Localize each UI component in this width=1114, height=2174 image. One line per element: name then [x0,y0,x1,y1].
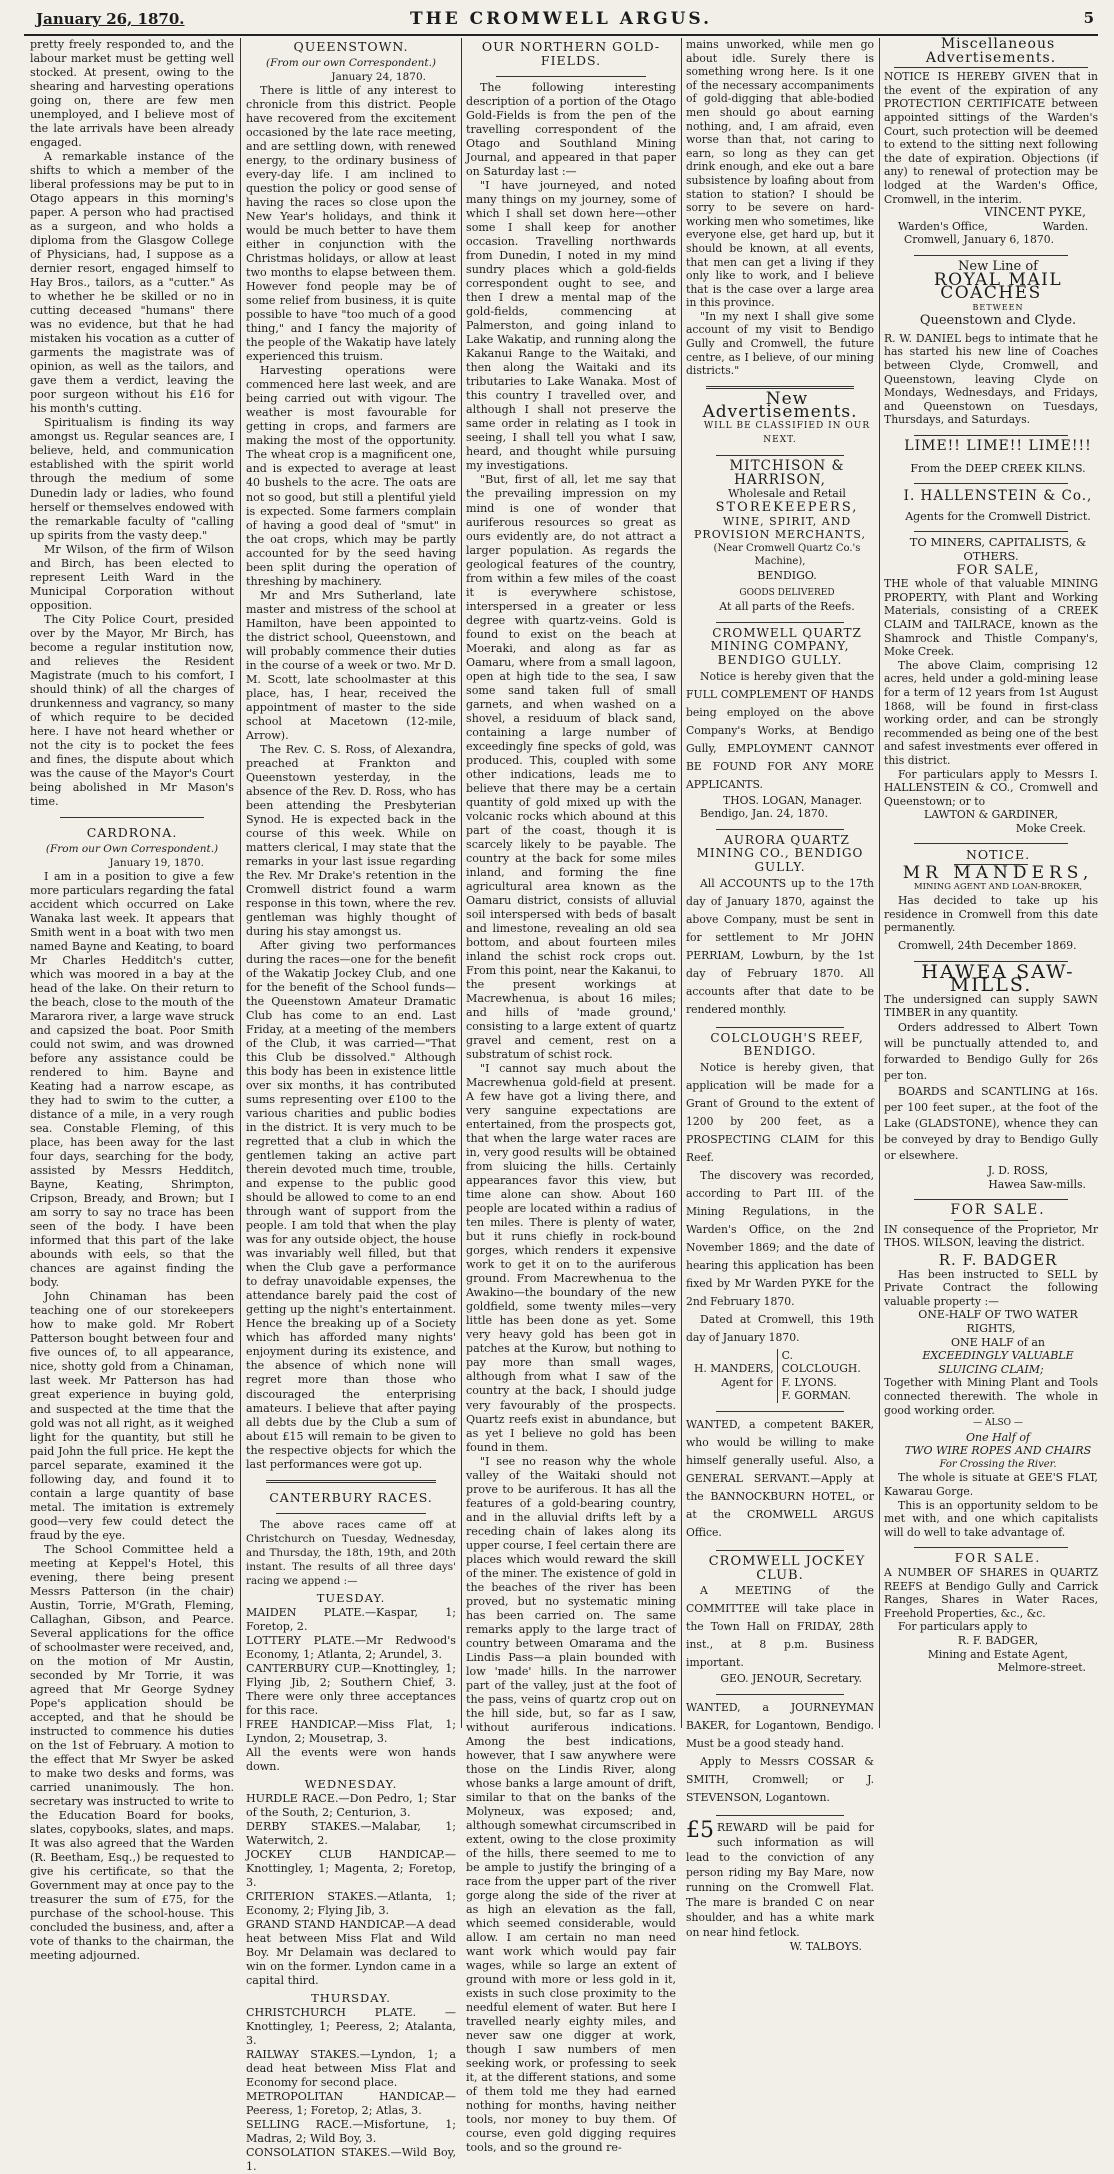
section-rule [276,1513,426,1514]
ad-shares-head: FOR SALE. [954,1551,1042,1566]
ad-body: For particulars apply to [898,1620,1028,1634]
masthead-title: THE CROMWELL ARGUS. [410,9,712,29]
party: F. GORMAN. [781,1389,851,1403]
section-rule [266,1480,436,1483]
ad-signature: VINCENT PYKE, [984,205,1086,220]
ad-line: Wholesale and Retail [728,487,846,501]
ad-rule [914,255,1068,256]
party: F. LYONS. [781,1375,837,1389]
ad-line: BETWEEN [972,302,1024,312]
ad-coaches-title: ROYAL MAIL COACHES [933,269,1063,304]
race-result: MAIDEN PLATE.—Kaspar, 1; Foretop, 2. [246,1605,456,1633]
race-result: HURDLE RACE.—Don Pedro, 1; Star of the South, 2; Centurion, 3. [246,1791,456,1819]
misc-ads-banner: Miscellaneous Advertisements. [925,36,1057,66]
ad-line: ONE-HALF OF TWO WATER RIGHTS, [918,1308,1078,1335]
ad-signature: GEO. JENOUR, Secretary. [720,1672,862,1686]
ad-notice-head: NOTICE. [965,847,1031,863]
ad-body: Notice is hereby given that the FULL COMPLEMENT OF HANDS being employed on the above Company's Works, at Bendigo Gully, EMPLOYMENT CANNOT BE FOUND FOR ANY MORE APPLICANTS. [686,669,874,791]
ad-line: EXCEEDINGLY VALUABLE SLUICING CLAIM; [922,1349,1074,1376]
correspondent-line: (From our Own Correspondent.) [45,842,219,855]
ad-body: The undersigned can supply SAWN TIMBER in any quantity. [884,992,1098,1020]
paragraph: I am in a position to give a few more particulars regarding the fatal accident which occurred on Lake Wanaka last week. It appears that Smith went in a boat with two men named Bayne and Keating, to board Mr Charles Hedditch's cutter, which was moored in a bay at the head of the lake. On their return to the beach, close to the mouth of the Mararora river, a large wave struck and capsized the boat. Poor Smith could not swim, and was drowned before any assistance could be rendered to him. Bayne and Keating had a narrow escape, as they had to swim to the cutter, a distance of a mile, in a very rough sea. Constable Fleming, of this place, has been away for the last four days, searching for the body, assisted by Messrs Hedditch, Bayne, Keating, Shrimpton, Cripson, Bready, and Brown; but I am sorry to say no trace has been seen of the body. I have been informed that this part of the lake abounds with eels, so that the chances are against finding the body. [30,869,235,1290]
reward-body: REWARD will be paid for such information as will lead to the conviction of any person riding my Bay Mare, now running on the Cromwell Flat. The mare is branded C on near shoulder, and has a white mark on near hind fetlock. [686,1820,874,1939]
agent-block [694,1362,777,1389]
ad-wanted-baker: WANTED, a competent BAKER, who would be willing to make himself generally useful. Also, a GENERAL SERVANT.—Apply at the BANNOCKBURN HOTEL, or at the CROMWELL ARGUS Office. [686,1418,874,1540]
ad-body: Together with Mining Plant and Tools connected therewith. The whole in good working order. [884,1376,1098,1417]
ad-line: — ALSO — [973,1418,1023,1429]
ad-line: FOR SALE, [956,562,1040,578]
paragraph: The Rev. C. S. Ross, of Alexandra, preached at Frankton and Queenstown yesterday, in the absence of the Rev. D. Ross, who has been attending the Presbyterian Synod. He is expected back in the course of this week. While on matters clerical, I may state that the remarks in your last issue regarding the Rev. Mr Drake's retention in the Cromwell district found a warm response in this town, where the rev. gentleman was highly thought of during his stay amongst us. [246,742,456,938]
ad-signature: THOS. LOGAN, Manager. [723,793,862,807]
ad-signature: W. TALBOYS. [789,1939,862,1953]
paragraph: Harvesting operations were commenced here last week, and are being carried out with vigour. The weather is most favourable for getting in crops, and farmers are making the most of the opportunity. The wheat crop is a magnificent one, and is expected to average at least 40 bushels to the acre. The oats are not so good, but still a plentiful yield is expected. Some farmers complain of having a good deal of "smut" in the oat crops, which may be partly accounted for by the seed having been split during the operation of threshing by machinery. [246,364,456,588]
ad-body: THE whole of that valuable MINING PROPERTY, with Plant and Working Materials, consisting of a CREEK CLAIM and TAILRACE, known as the Shamrock and Thistle Company's, Moke Creek. [884,577,1098,659]
page-number: 5 [1083,9,1094,27]
race-day-heading: THURSDAY. [311,1991,391,2006]
ad-mitchison-name: MITCHISON & HARRISON, [729,458,845,488]
paragraph: After giving two performances during the races—one for the benefit of the Wakatip Jockey Club, and one for the benefit of the School funds—the Queenstown Amateur Dramatic Club has come to an end. Last Friday, at a meeting of the members of the Club, it was carried—"That this Club be dissolved." Although this body has been in existence little over six months, it has contributed sums representing over £100 to the various charities and public bodies in the district. It is very much to be regretted that a club in which the gentlemen taking an active part therein devoted much time, trouble, and expense to the public good should be allowed to come to an end through want of support from the people. I am told that when the play was for any outside object, the house was invariably well filled, but that when the Club gave a performance to defray unavoidable expenses, the attendance barely paid the cost of getting up the night's entertainment. Hence the breaking up of a Society which has afforded many nights' enjoyment during its existence, and the absence of which none will regret more than those who discouraged the enterprising amateurs. I believe that after paying all debts due by the Club a sum of about £15 will remain to be given to the respective objects for which the last performances were got up. [246,939,456,1471]
ad-rule [914,843,1068,844]
ad-rule [716,1694,844,1695]
ad-signature: Mining and Estate Agent, [927,1647,1068,1661]
section-heading-queenstown: QUEENSTOWN. [293,39,409,54]
ad-body: BOARDS and SCANTLING at 16s. per 100 feet super., at the foot of the Lake (GLADSTONE), whence they can be conveyed by dray to Bendigo Gully or elsewhere. [884,1085,1098,1162]
ad-hallenstein-head: I. HALLENSTEIN & Co., [903,488,1093,505]
ad-line: GOODS DELIVERED [739,587,835,598]
race-day-heading: WEDNESDAY. [304,1776,398,1791]
race-result: CRITERION STAKES.—Atlanta, 1; Economy, 2; Flying Jib, 3. [246,1890,456,1918]
ad-colclough-name: COLCLOUGH'S REEF, BENDIGO. [710,1030,864,1059]
ad-line: At all parts of the Reefs. [719,600,855,614]
race-result: CONSOLATION STAKES.—Wild Boy, 1. [246,2146,456,2174]
race-result: RAILWAY STAKES.—Lyndon, 1; a dead heat between Miss Flat and Economy for second place. [246,2048,456,2090]
ad-rule [716,829,844,830]
ad-body: This is an opportunity seldom to be met with, and one which capitalists will do well to take advantage of. [884,1498,1098,1539]
paragraph: pretty freely responded to, and the labour market must be getting well stocked. At present, owing to the shearing and harvesting operations going on, there are few men unemployed, and I believe most of the late arrivals have been already engaged. [30,38,234,150]
section-heading-gold-fields: OUR NORTHERN GOLD-FIELDS. [481,39,661,69]
ad-rule [716,1411,844,1412]
ad-reward [686,1817,874,1940]
issue-date: January 26, 1870. [36,10,185,28]
ad-cromwell-quartz-name: CROMWELL QUARTZ MINING COMPANY, BENDIGO GULLY. [710,625,862,667]
ad-signature: LAWTON & GARDINER, [924,808,1058,822]
race-result: CANTERBURY CUP.—Knottingley, 1; Flying Jib, 2; Southern Chief, 3. There were only three acceptances for this race. [246,1661,456,1717]
ad-line: MINING AGENT AND LOAN-BROKER, [913,881,1083,892]
dateline: January 19, 1870. [109,856,204,869]
ad-body: Notice is hereby given, that application will be made for a Grant of Ground to the extent of 1200 by 200 feet, as a PROSPECTING CLAIM for this Reef. [686,1060,874,1164]
section-rule [496,76,646,77]
race-result: LOTTERY PLATE.—Mr Redwood's Economy, 1; Atlanta, 2; Arundel, 3. [246,1633,456,1661]
header-rule [24,34,1098,36]
ad-signature: Melmore-street. [997,1661,1086,1675]
column-divider [681,38,682,1728]
race-result: FREE HANDICAP.—Miss Flat, 1; Lyndon, 2; Mousetrap, 3. [246,1717,456,1745]
ad-body: All ACCOUNTS up to the 17th day of January 1870, against the above Company, must be sent in for settlement to Mr JOHN PERRIAM, Lowburn, by the 1st day of February 1870. All accounts after that date to be rendered monthly. [686,876,874,1016]
ad-line: TWO WIRE ROPES AND CHAIRS [904,1444,1092,1458]
ad-line: New Line of [958,258,1038,274]
column-1 [30,38,235,1963]
ad-manders-name: MR MANDERS, [902,863,1094,884]
ad-hawea-head: HAWEA SAW-MILLS. [921,960,1075,997]
race-day-heading: TUESDAY. [316,1590,386,1605]
ad-body: A NUMBER OF SHARES in QUARTZ REEFS at Bendigo Gully and Carrick Ranges, Shares in Water Races, Freehold Properties, &c., &c. [884,1566,1098,1620]
column-divider [461,38,462,1728]
paragraph: The above races came off at Christchurch on Tuesday, Wednesday, and Thursday, the 18th, 19th, and 20th instant. The results of all three days' racing we append :— [246,1518,456,1587]
paragraph: "I cannot say much about the Macrewhenua gold-field at present. A few have got a living there, and very sanguine expectations are entertained, from the prospects got, that when the large water races are in, very good results will be obtained from sluicing the hills. Certainly appearances favor this view, but time alone can show. About 160 people are located within a radius of ten miles. There is plenty of water, but it runs chiefly in rock-bound gorges, which renders it expensive work to get it on to the auriferous ground. From Macrewhenua to the Awakino—the boundary of the new goldfield, some twenty miles—very little has been done as yet. Some very heavy gold has been got in patches at the Kurow, but nothing to pay more than small wages, although from what I saw of the country at the back, I should judge very favourably of the prospects. Quartz reefs exist in abundance, but as yet I believe no gold has been found in them. [466,1062,676,1454]
ad-rule [716,1815,844,1816]
ad-badger-name: R. F. BADGER [938,1250,1058,1269]
ad-line: WINE, SPIRIT, AND PROVISION MERCHANTS, [694,514,866,542]
ad-rule [716,622,844,623]
paragraph: A remarkable instance of the shifts to which a member of the liberal professions may be put to in Otago appears in this morning's paper. A person who had practised as a surgeon, and who holds a diploma from the Glasgow College of Physicians, had, I suppose as a dernier resort, engaged himself to Hay Bros., tailors, as a "cutter." As to whether he be skilled or no in cutting deceased "humans" there was no evidence, but that he had mistaken his vocation as a cutter of garments the magistrate was of opinion, as well as the tailors, and gave them a verdict, leaving the poor surgeon without his £16 for his month's cutting. [30,150,234,416]
column-2 [246,38,456,2174]
ad-rule [716,1550,844,1551]
dateline: January 24, 1870. [331,71,426,84]
parties [777,1349,874,1403]
ad-wanted-journeyman: WANTED, a JOURNEYMAN BAKER, for Logantown, Bendigo. Must be a good steady hand. [686,1700,874,1750]
column-4 [686,38,874,1953]
paragraph: mains unworked, while men go about idle. Surely there is something wrong here. Is it one of the necessary accompaniments of gold-digging that able-bodied men should go about earning nothing, and, I am afraid, even worse than that, not caring to earn, so long as they can get drink enough, and eke out a bare subsistence by loafing about from station to station? I should be sorry to be severe on hard-working men who sometimes, like everyone else, get hard up, but it should be known, at all events, that men can get a living if they only like to work, and I believe that is the case over a large area in this province. [686,38,874,310]
new-ads-banner: New Advertisements. [702,388,858,423]
ad-lime-head: LIME!! LIME!! LIME!!! [904,438,1092,455]
ad-body: Dated at Cromwell, this 19th day of January 1870. [686,1312,874,1344]
ad-line: ONE HALF of an [951,1335,1045,1349]
column-3 [466,38,676,2155]
ad-signature: Moke Creek. [1015,821,1086,835]
ad-signature: Hawea Saw-mills. [988,1177,1086,1191]
ad-line: BENDIGO. [757,568,817,582]
column-divider [240,38,241,1728]
paragraph: "I have journeyed, and noted many things on my journey, some of which I shall set down here—other some I shall keep for another occasion. Travelling northwards from Dunedin, I noted in my mind sundry places which a gold-fields correspondent ought to see, and then I drew a mental map of the gold-fields, commencing at Palmerston, and going inland to Lake Wakatip, and running along the Kakanui Range to the Waitaki, and then along the Waitaki and its tributaries to Lake Wanaka. Most of this country I travelled over, and although I shall not preserve the same order in relating as I took in seeing, I shall tell you what I saw, heard, and thought while pursuing my investigations. [466,179,676,473]
race-result: SELLING RACE.—Misfortune, 1; Madras, 2; Wild Boy, 3. [246,2118,456,2146]
race-result: JOCKEY CLUB HANDICAP.—Knottingley, 1; Magenta, 2; Foretop, 3. [246,1847,456,1889]
ad-body: Has been instructed to SELL by Private Contract the following valuable property :— [884,1267,1098,1308]
ad-line: (Near Cromwell Quartz Co.'s Machine), [713,542,861,568]
ad-rule [894,67,1088,68]
column-5 [884,38,1098,1728]
ad-rule [914,1199,1068,1200]
ad-aurora-name: AURORA QUARTZ MINING CO., BENDIGO GULLY. [696,832,864,874]
party: C. COLCLOUGH. [781,1348,861,1376]
ad-miners-head: TO MINERS, CAPITALISTS, & OTHERS. [909,535,1087,563]
ad-body: Has decided to take up his residence in Cromwell from this date permanently. [884,894,1098,935]
ad-body: For particulars apply to Messrs I. HALLENSTEIN & CO., Cromwell and Queenstown; or to [884,767,1098,808]
ad-line: For Crossing the River. [939,1458,1057,1470]
paragraph: The School Committee held a meeting at Keppel's Hotel, this evening, there being present Messrs Patterson (in the chair) Austin, Torrie, M'Grath, Fleming, Callaghan, Gibson, and Pearce. Several applications for the office of schoolmaster were received, and, on the motion of Mr Austin, seconded by Mr Torrie, it was agreed that Mr George Sydney Pope's application should be accepted, and that he should be instructed to commence his duties on the 1st of February. A motion to the effect that Mr Swyer be asked to make two desks and forms, was carried unanimously. The hon. secretary was instructed to write to the Education Board for books, slates, copybooks, slates, and maps. It was also agreed that the Warden (R. Beetham, Esq.,) be requested to give his certificate, so that the Government may at once pay to the treasurer the sum of £75, for the purchase of the school-house. This concluded the business, and, after a vote of thanks to the chairman, the meeting adjourned. [30,1542,234,1963]
race-result: All the events were won hands down. [246,1745,456,1773]
ad-rule [914,531,1068,532]
ad-rule [914,483,1068,484]
ad-colclough-signatures [694,1349,874,1403]
ad-rule [914,435,1068,436]
paragraph: The following interesting description of a portion of the Otago Gold-Fields is from the pen of the travelling correspondent of the Otago and Southland Mining Journal, and appeared in that paper on Saturday last :— [466,81,676,179]
ad-body: The whole is situate at GEE'S FLAT, Kawarau Gorge. [884,1471,1098,1499]
page-header [24,4,1098,32]
agent-name: H. MANDERS, [694,1362,774,1376]
agent-for: Agent for [721,1375,773,1389]
section-rule [60,817,204,818]
ad-rule [716,455,844,456]
ad-signature: R. F. BADGER, [957,1634,1038,1647]
ad-body: A MEETING of the COMMITTEE will take place in the Town Hall on FRIDAY, 28th inst., at 8 p.m. Business important. [686,1584,874,1670]
paragraph: Mr Wilson, of the firm of Wilson and Birch, has been elected to represent Leith Ward in the Municipal Corporation without opposition. [30,542,234,612]
ad-line: Queenstown and Clyde. [919,313,1077,329]
ad-body: Apply to Messrs COSSAR & SMITH, Cromwell; or J. STEVENSON, Logantown. [686,1754,874,1804]
ad-line: Agents for the Cromwell District. [905,509,1091,523]
correspondent-line: (From our own Correspondent.) [265,57,437,70]
paragraph: Mr and Mrs Sutherland, late master and mistress of the school at Hamilton, have been appointed to the district school, Queenstown, and will probably commence their duties in the course of a week or two. Mr D. M. Scott, late schoolmaster at this place, has, I hear, received the appointment of master to the side school at Macetown (12-mile, Arrow). [246,588,456,742]
section-heading-cardrona: CARDRONA. [86,824,178,840]
reward-amount: £5 [686,1817,714,1843]
column-divider [879,38,880,1728]
ad-line: From the DEEP CREEK KILNS. [910,461,1086,475]
ad-body: Cromwell, 24th December 1869. [898,939,1077,953]
ad-signature-line: Cromwell, January 6, 1870. [904,233,1055,247]
ad-body: IN consequence of the Proprietor, Mr THOS. WILSON, leaving the district. [884,1222,1098,1250]
ad-rule [914,1547,1068,1548]
race-result: GRAND STAND HANDICAP.—A dead heat between Miss Flat and Wild Boy. Mr Delamain was declared to win on the former. Lyndon came in a capital third. [246,1918,456,1988]
paragraph: Spiritualism is finding its way amongst us. Regular seances are, I believe, held, and communication established with the spirit world through the medium of some Dunedin lady or ladies, who found herself or themselves endowed with the remarkable faculty of "calling up spirits from the vasty deep." [30,416,234,542]
paragraph: There is little of any interest to chronicle from this district. People have recovered from the excitement occasioned by the late race meeting, and are settling down, with renewed energy, to the ordinary business of every-day life. I am inclined to question the policy or good sense of having the races so close upon the New Year's holidays, and think it would be much better to have them either in conjunction with the Christmas holidays, or allow at least two months to elapse between them. However fond people may be of some relief from business, it is quite possible to have "too much of a good thing," and I fancy the majority of the people of the Wakatip have lately experienced this truism. [246,84,456,364]
paragraph: The City Police Court, presided over by the Mayor, Mr Birch, has become a regular institution now, and relieves the Resident Magistrate (much to his comfort, I should think) of all the charges of drunkenness and vagrancy, so many of which require to be decided here. I have not heard whether or not the city is to pocket the fees and fines, the dispute about which was the cause of the Mayor's Court being abolished in Mr Mason's time. [30,612,234,808]
ad-line: STOREKEEPERS, [715,500,859,515]
ad-signature-line: Warden's Office, Warden. [898,219,1089,233]
ad-protection-notice: NOTICE IS HEREBY GIVEN that in the event of the expiration of any PROTECTION CERTIFICATE between appointed sittings of the Warden's Court, such protection will be deemed to extend to the sitting next following the date of expiration. Objections (if any) to renewal of protection may be lodged at the Warden's Office, Cromwell, in the interim. [884,70,1098,206]
paragraph: John Chinaman has been teaching one of our storekeepers how to make gold. Mr Robert Patterson bought between four and five ounces of, to all appearance, nice, shotty gold from a Chinaman, last week. Mr Patterson has had great experience in buying gold, and suspected at the time that the gold was not all right, as it weighed light for the quantity, but still he paid John the full price. He kept the parcel separate, examined it the following day, and found it to contain a large quantity of base metal. The imitation is extremely good—very few could detect the fraud by the eye. [30,1290,234,1542]
race-result: METROPOLITAN HANDICAP.—Peeress, 1; Foretop, 2; Atlas, 3. [246,2090,456,2118]
ad-body: Orders addressed to Albert Town will be punctually attended to, and forwarded to Bendigo Gully for 26s per ton. [884,1021,1098,1082]
ad-body: The above Claim, comprising 12 acres, held under a gold-mining lease for a term of 12 years from 1st August 1868, will be found in first-class working order, and can be strongly recommended as being one of the best and safest investments ever offered in this district. [884,658,1098,767]
ad-rule [716,1027,844,1028]
race-result: DERBY STAKES.—Malabar, 1; Waterwitch, 2. [246,1819,456,1847]
paragraph: "I see no reason why the whole valley of the Waitaki should not prove to be auriferous. It has all the features of a gold-bearing country, and in the alluvial drifts left by a receding chain of lakes along its upper course, I feel certain there are places which would reward the skill of the miner. The existence of gold in the beaches of the river has been proved, but no systematic mining has been carried on. The same remarks apply to the large tract of country between Omarama and the Lindis Pass—a plain bounded with low 'made' hills. In the narrower part of the valley, just at the foot of the pass, veins of quartz crop out on the hill side, but, so far as I saw, without auriferous indications. Among the best indications, however, that I saw anywhere were those on the Lindis River, along whose banks a large amount of drift, similar to that on the banks of the Molyneux, was exposed; and, although somewhat circumscribed in extent, owing to the close proximity of the hills, there seemed to me to be ample to justify the bringing of a race from the upper part of the river gorge along the side of the river at as high an elevation as the fall, which seemed considerable, would allow. I am certain no man need want work which would pay fair wages, while so large an extent of ground with more or less gold in it, exists in such close proximity to the needful element of water. But here I travelled nearly eighty miles, and never saw one digger at work, though I saw numbers of men seeking work, or professing to seek it, at the different stations, and some of them told me they had earned nothing for months, having neither tools, nor money to buy them. Of course, even gold digging requires tools, and so the ground re- [466,1454,676,2155]
race-result: CHRISTCHURCH PLATE. — Knottingley, 1; Peeress, 2; Atalanta, 3. [246,2006,456,2048]
paragraph: "In my next I shall give some account of my visit to Bendigo Gully and Cromwell, the future centre, as I believe, of our mining districts." [686,309,874,378]
ad-signature: J. D. ROSS, [987,1164,1048,1177]
paragraph: "But, first of all, let me say that the prevailing impression on my mind is one of wonder that auriferous resources so great as ours evidently are, do not attract a larger population. As regards the geological features of the country, from within a few miles of the coast it is everywhere schistose, interspersed in a greater or less degree with quartz-veins. Gold is found to exist on the beach at Moeraki, and along as far as Oamaru, where from a small lagoon, open at high tide to the sea, I saw some sand taken full of small garnets, and when washed on a shovel, a residuum of black sand, containing a large number of exceedingly fine specks of gold, was produced. This, coupled with some other indications, leads me to believe that there may be a certain quantity of gold mixed up with the volcanic rocks which abound at this part of the coast, though it is scarcely likely to be payable. The country at the back for some miles inland, and forming the fine agricultural area known as the Oamaru district, consists of alluvial soil interspersed with beds of basalt and limestone, revealing an old sea bottom, and about fourteen miles inland the schist rock crops out. From this point, near the Kakanui, to the present workings at Macrewhenua, is about 16 miles; and hills of 'made ground,' consisting to a large extent of quartz gravel and cement, rest on a substratum of schist rock. [466,473,676,1062]
ad-date: Bendigo, Jan. 24, 1870. [700,807,829,821]
ad-badger-sale: FOR SALE. [950,1202,1046,1219]
ad-jockey-name: CROMWELL JOCKEY CLUB. [708,1554,866,1583]
ad-body: R. W. DANIEL begs to intimate that he has started his new line of Coaches between Clyde, Cromwell, and Queenstown, leaving Clyde on Mondays, Wednesdays, and Fridays, and Queenstown on Tuesdays, Thursdays, and Saturdays. [884,331,1098,427]
ad-line: One Half of [965,1430,1031,1444]
section-heading-canterbury-races: CANTERBURY RACES. [269,1489,433,1505]
new-ads-sub: WILL BE CLASSIFIED IN OUR NEXT. [703,421,871,445]
ad-rule [954,1220,1028,1221]
ad-body: The discovery was recorded, according to Part III. of the Mining Regulations, in the Warden's Office, on the 2nd November 1869; and the date of hearing this application has been fixed by Mr Warden PYKE for the 2nd February 1870. [686,1168,874,1308]
